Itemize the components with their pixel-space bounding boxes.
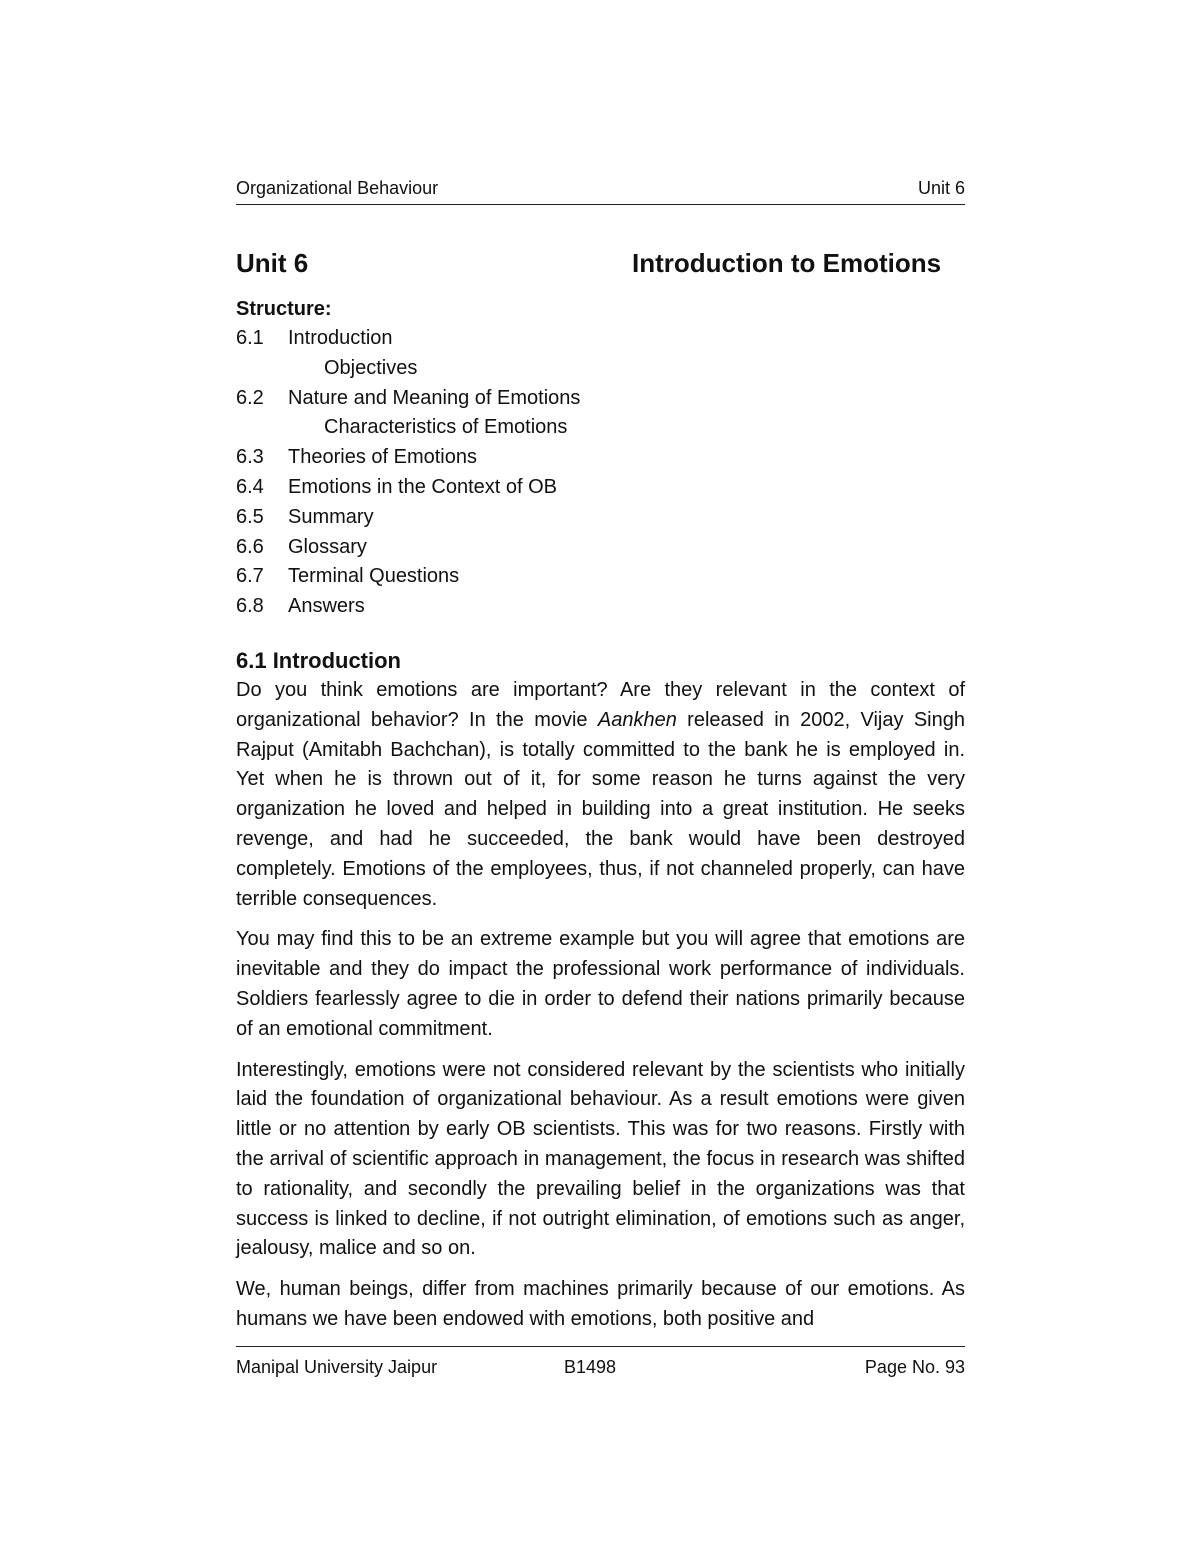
running-footer [236, 1346, 965, 1387]
toc-label: Nature and Meaning of Emotions [288, 386, 581, 409]
toc-label: Glossary [288, 535, 367, 558]
footer-institution: Manipal University Jaipur [236, 1357, 438, 1377]
paragraph: We, human beings, differ from machines primarily because of our emotions. As humans we have been endowed with emotions, both positive and [236, 1278, 965, 1330]
structure-list [236, 324, 965, 622]
toc-label: Answers [288, 595, 365, 618]
toc-label: Emotions in the Context of OB [288, 475, 558, 498]
paragraph: You may find this to be an extreme example but you will agree that emotions are inevitable and they do impact the professional work performance of individuals. Soldiers fearlessly agree to die in order to defend their nations primarily because of an emotional commitment. [236, 928, 965, 1040]
running-header [236, 178, 965, 205]
unit-number: Unit 6 [236, 248, 309, 278]
toc-label: Summary [288, 505, 374, 528]
section-body [236, 676, 965, 1335]
toc-number: 6.1 [236, 327, 264, 349]
toc-item [236, 533, 965, 563]
document-page [236, 0, 965, 1553]
structure-heading: Structure: [236, 298, 332, 320]
toc-item [236, 473, 965, 503]
toc-item [236, 384, 965, 414]
toc-number: 6.6 [236, 535, 264, 558]
header-unit-label: Unit 6 [917, 178, 965, 198]
movie-title: Aankhen [597, 708, 677, 731]
toc-subitem [236, 354, 965, 384]
toc-item [236, 592, 965, 622]
toc-label: Characteristics of Emotions [324, 416, 568, 439]
toc-item [236, 324, 965, 354]
footer-code: B1498 [564, 1357, 617, 1377]
paragraph-text: released in 2002, Vijay Singh Rajput (Amitabh Bachchan), is totally committed to the bank he is employed in. Yet when he is thrown out of it, for some reason he turns against the very organization he loved and helped in building into a great institution. He seeks revenge, and had he succeeded, the bank would have been destroyed completely. Emotions of the employees, thus, if not channeled properly, can have terrible consequences. [236, 708, 965, 910]
footer-page-number: Page No. 93 [864, 1357, 965, 1377]
toc-number: 6.8 [236, 595, 264, 618]
toc-label: Objectives [324, 356, 418, 379]
toc-label: Introduction [288, 327, 393, 349]
toc-label: Theories of Emotions [288, 446, 477, 469]
toc-number: 6.4 [236, 475, 264, 498]
toc-number: 6.5 [236, 505, 264, 528]
paragraph [236, 676, 965, 914]
toc-item [236, 443, 965, 473]
paragraph: Interestingly, emotions were not considered relevant by the scientists who initially laid the foundation of organizational behaviour. As a result emotions were given little or no attention by early OB scientists. This was for two reasons. Firstly with the arrival of scientific approach in management, the focus in research was shifted to rationality, and secondly the prevailing belief in the organizations was that success is linked to decline, if not outright elimination, of emotions such as anger, jealousy, malice and so on. [236, 1058, 965, 1260]
paragraph-text: Do you think emotions are important? Are they relevant in the context of organizational behavior? In the movie [236, 679, 965, 731]
toc-number: 6.3 [236, 446, 264, 469]
unit-title: Introduction to Emotions [632, 248, 942, 278]
header-book-title: Organizational Behaviour [236, 178, 439, 198]
toc-label: Terminal Questions [288, 565, 460, 588]
section-heading: 6.1 Introduction [236, 648, 401, 673]
toc-number: 6.2 [236, 386, 264, 409]
toc-item [236, 562, 965, 592]
toc-number: 6.7 [236, 565, 264, 588]
toc-subitem [236, 413, 965, 443]
toc-item [236, 503, 965, 533]
unit-title-row [236, 247, 965, 281]
